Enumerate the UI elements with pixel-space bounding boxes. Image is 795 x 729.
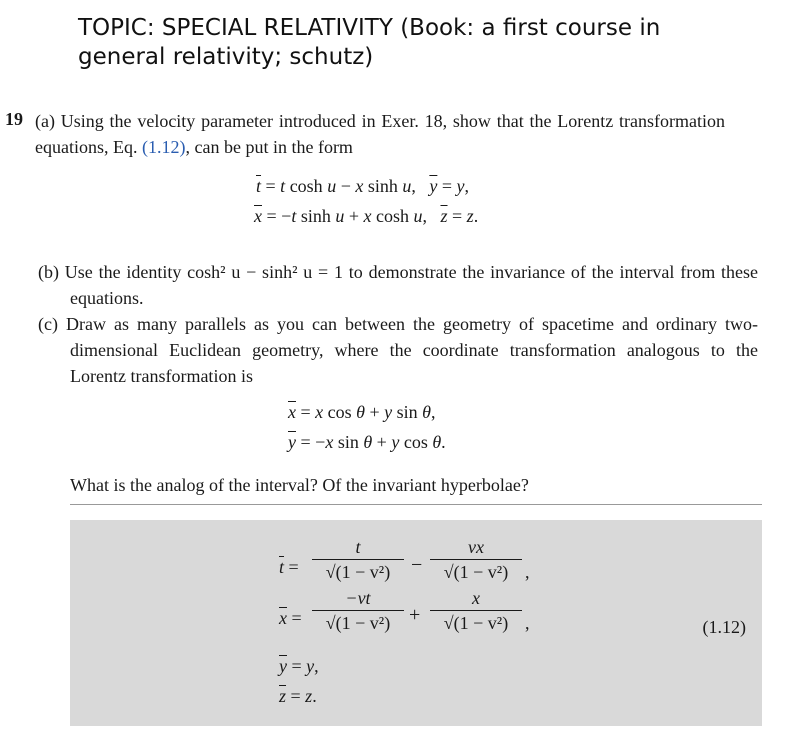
t-fraction-2 — [430, 536, 522, 583]
equation-1-12-box: $\overline{t}$ = t √(1 − v²) − vx √(1 − v²) , $\overline{x}$ = −vt √(1 − v²) + x √(1 − v²) , (1.12) $\overline{y} = y$, $\overline{z} = z$. — [70, 520, 762, 726]
x-bar-label: $\overline{x}$ = — [279, 608, 302, 628]
part-a-prefix: (a) Using the velocity parameter introduced in Exer. 18, show that the Lorentz transformation equations, Eq. — [35, 111, 725, 157]
x-fraction-2 — [430, 587, 522, 634]
plus-sign: + — [409, 604, 421, 626]
closing-question: What is the analog of the interval? Of the invariant hyperbolae? — [70, 475, 529, 495]
part-c-text: (c) Draw as many parallels as you can between the geometry of spacetime and ordinary two-dimensional Euclidean geometry, where the coordinate transformation analogous to the Lorentz transformation is — [38, 314, 758, 386]
part-b-text: (b) Use the identity cosh² u − sinh² u = 1 to demonstrate the invariance of the interval from these equations. — [38, 262, 758, 308]
z-bar-line: $\overline{z} = z$. — [279, 686, 317, 706]
x-fraction-1-numerator: −vt — [345, 588, 371, 608]
part-a-equation-1: $\overline{t} = t$ cosh u − x sinh u, $\overline{y} = y$, — [256, 176, 470, 196]
t-fraction-2-numerator: vx — [468, 537, 484, 557]
section-divider — [70, 504, 762, 505]
x-fraction-1 — [312, 587, 404, 634]
t-fraction-1-numerator: t — [355, 537, 361, 557]
t-bar-label: $\overline{t}$ = — [279, 557, 299, 577]
part-a-suffix: , can be put in the form — [185, 137, 353, 157]
exercise-number: 19 — [5, 109, 23, 129]
t-fraction-1 — [312, 536, 404, 583]
equation-reference-link[interactable]: (1.12) — [141, 137, 186, 157]
t-fraction-2-denominator: √(1 − v²) — [443, 562, 509, 582]
topic-heading — [78, 14, 758, 72]
part-a-text — [35, 108, 725, 160]
topic-line-1: TOPIC: SPECIAL RELATIVITY (Book: a first course in — [78, 15, 661, 41]
y-bar-line: $\overline{y} = y$, — [279, 656, 319, 676]
topic-line-2: general relativity; schutz) — [78, 44, 374, 70]
x-fraction-1-denominator: √(1 − v²) — [325, 613, 391, 633]
equation-number: (1.12) — [702, 617, 746, 637]
part-c-equation-1: $\overline{x} = x$ cos θ + y sin θ, — [288, 402, 436, 422]
t-fraction-1-denominator: √(1 − v²) — [325, 562, 391, 582]
minus-sign: − — [411, 554, 423, 576]
part-c-equation-2: $\overline{y} = -x$ sin θ + y cos θ. — [288, 432, 446, 452]
x-fraction-2-denominator: √(1 − v²) — [443, 613, 509, 633]
part-a-equation-2: $\overline{x} = -t$ sinh u + x cosh u, $\overline{z} = z$. — [254, 206, 479, 226]
x-fraction-2-numerator: x — [472, 588, 480, 608]
